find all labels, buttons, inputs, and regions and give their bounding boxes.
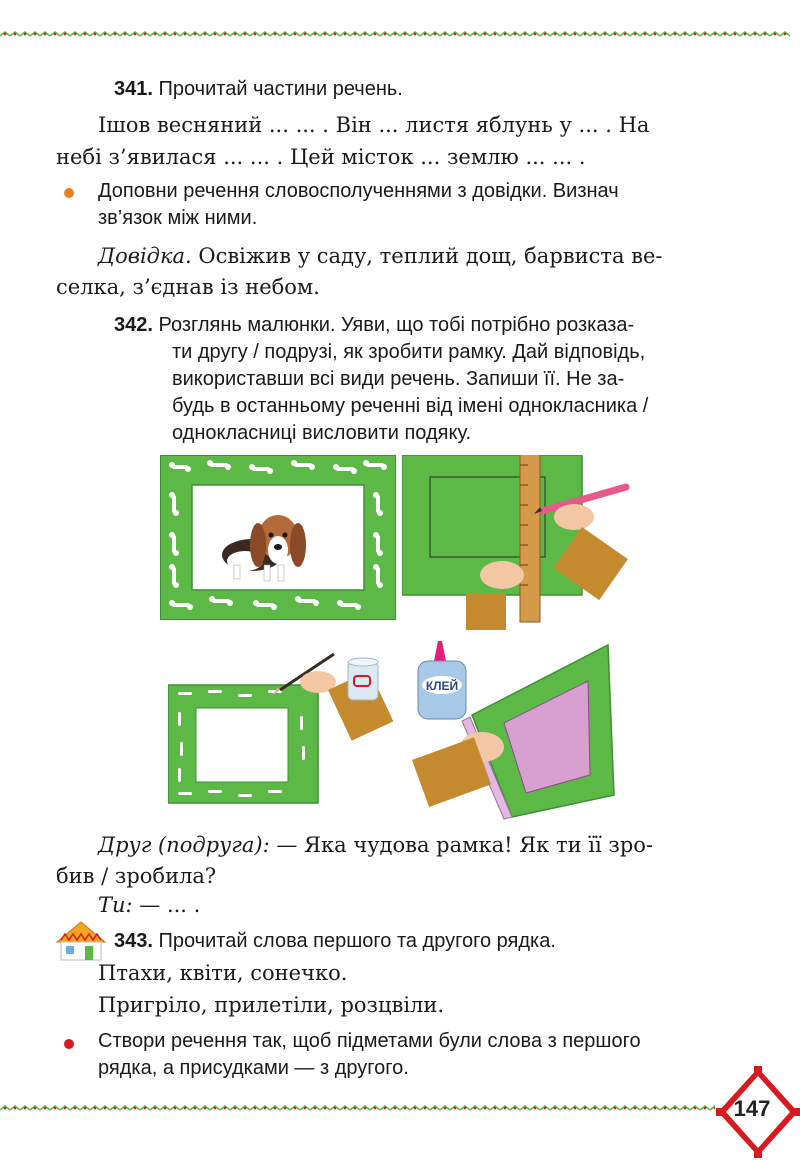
task-342-line-1 xyxy=(114,312,634,339)
dialog-line-2: бив / зробила? xyxy=(56,864,217,888)
task-341-reference-line-2: селка, з’єднав із небом. xyxy=(56,275,320,299)
glue-bottle-label: КЛЕЙ xyxy=(425,679,459,693)
measuring-frame-illustration xyxy=(402,455,638,630)
bullet-orange-icon xyxy=(64,188,74,198)
frame-with-dog-illustration xyxy=(160,455,396,620)
task-343-bullet-line-1: Створи речення так, щоб підметами були слова з першого xyxy=(98,1030,641,1052)
task-342-line-2: ти другу / подрузі, як зробити рамку. Дай відповідь, xyxy=(172,341,646,363)
task-343-bullet-line-2: рядка, а присудками — з другого. xyxy=(98,1057,409,1079)
task-341-reference-line-1 xyxy=(98,241,663,272)
task-342-text-1: Розглянь малюнки. Уяви, що тобі потрібно розказа- xyxy=(158,314,635,336)
task-342-number: 342. xyxy=(114,314,153,336)
dialog-speaker: Друг (подруга): xyxy=(98,833,270,857)
task-341-sentence-line-1: Ішов весняний ... ... . Він ... листя яблунь у ... . На xyxy=(98,113,650,137)
you-label: Ти: xyxy=(98,893,133,917)
task-343-instruction: Прочитай слова першого та другого рядка. xyxy=(158,930,556,952)
page-number: 147 xyxy=(733,1096,771,1121)
task-341-number: 341. xyxy=(114,78,153,100)
task-341-sentence-line-2: небі з’явилася ... ... . Цей місток ... землю ... ... . xyxy=(56,145,586,169)
top-ornament-border xyxy=(0,30,790,38)
task-341-bullet-line-1: Доповни речення словосполученнями з довідки. Визнач xyxy=(98,180,619,202)
reference-label: Довідка. xyxy=(98,244,192,268)
painting-frame-illustration xyxy=(168,650,408,810)
ruler-icon xyxy=(520,455,540,622)
task-342-line-3: використавши всі види речень. Запиши її. Не за- xyxy=(172,368,625,390)
task-343-heading xyxy=(114,930,556,953)
task-343-row-1: Птахи, квіти, сонечко. xyxy=(98,961,348,985)
bullet-red-icon xyxy=(64,1039,74,1049)
gluing-frame-illustration xyxy=(412,635,620,820)
dialog-line-1 xyxy=(98,830,653,861)
task-342-line-5: однокласниці висловити подяку. xyxy=(172,422,472,444)
task-342-line-4: будь в останньому реченні від імені однокласника / xyxy=(172,395,649,417)
task-343-number: 343. xyxy=(114,930,153,952)
reference-words-1: Освіжив у саду, теплий дощ, барвиста ве- xyxy=(191,244,663,268)
glue-jar-icon xyxy=(348,658,378,700)
task-341-instruction: Прочитай частини речень. xyxy=(158,78,403,100)
task-343-row-2: Пригріло, прилетіли, розцвіли. xyxy=(98,993,445,1017)
dialog-text-1: — Яка чудова рамка! Як ти її зро- xyxy=(269,833,653,857)
house-icon xyxy=(55,920,107,962)
dialog-line-3 xyxy=(98,890,200,921)
task-341-bullet-line-2: зв’язок між ними. xyxy=(98,207,258,229)
task-341-heading xyxy=(114,78,403,101)
you-text: — ... . xyxy=(132,893,201,917)
bottom-ornament-border xyxy=(0,1104,715,1112)
